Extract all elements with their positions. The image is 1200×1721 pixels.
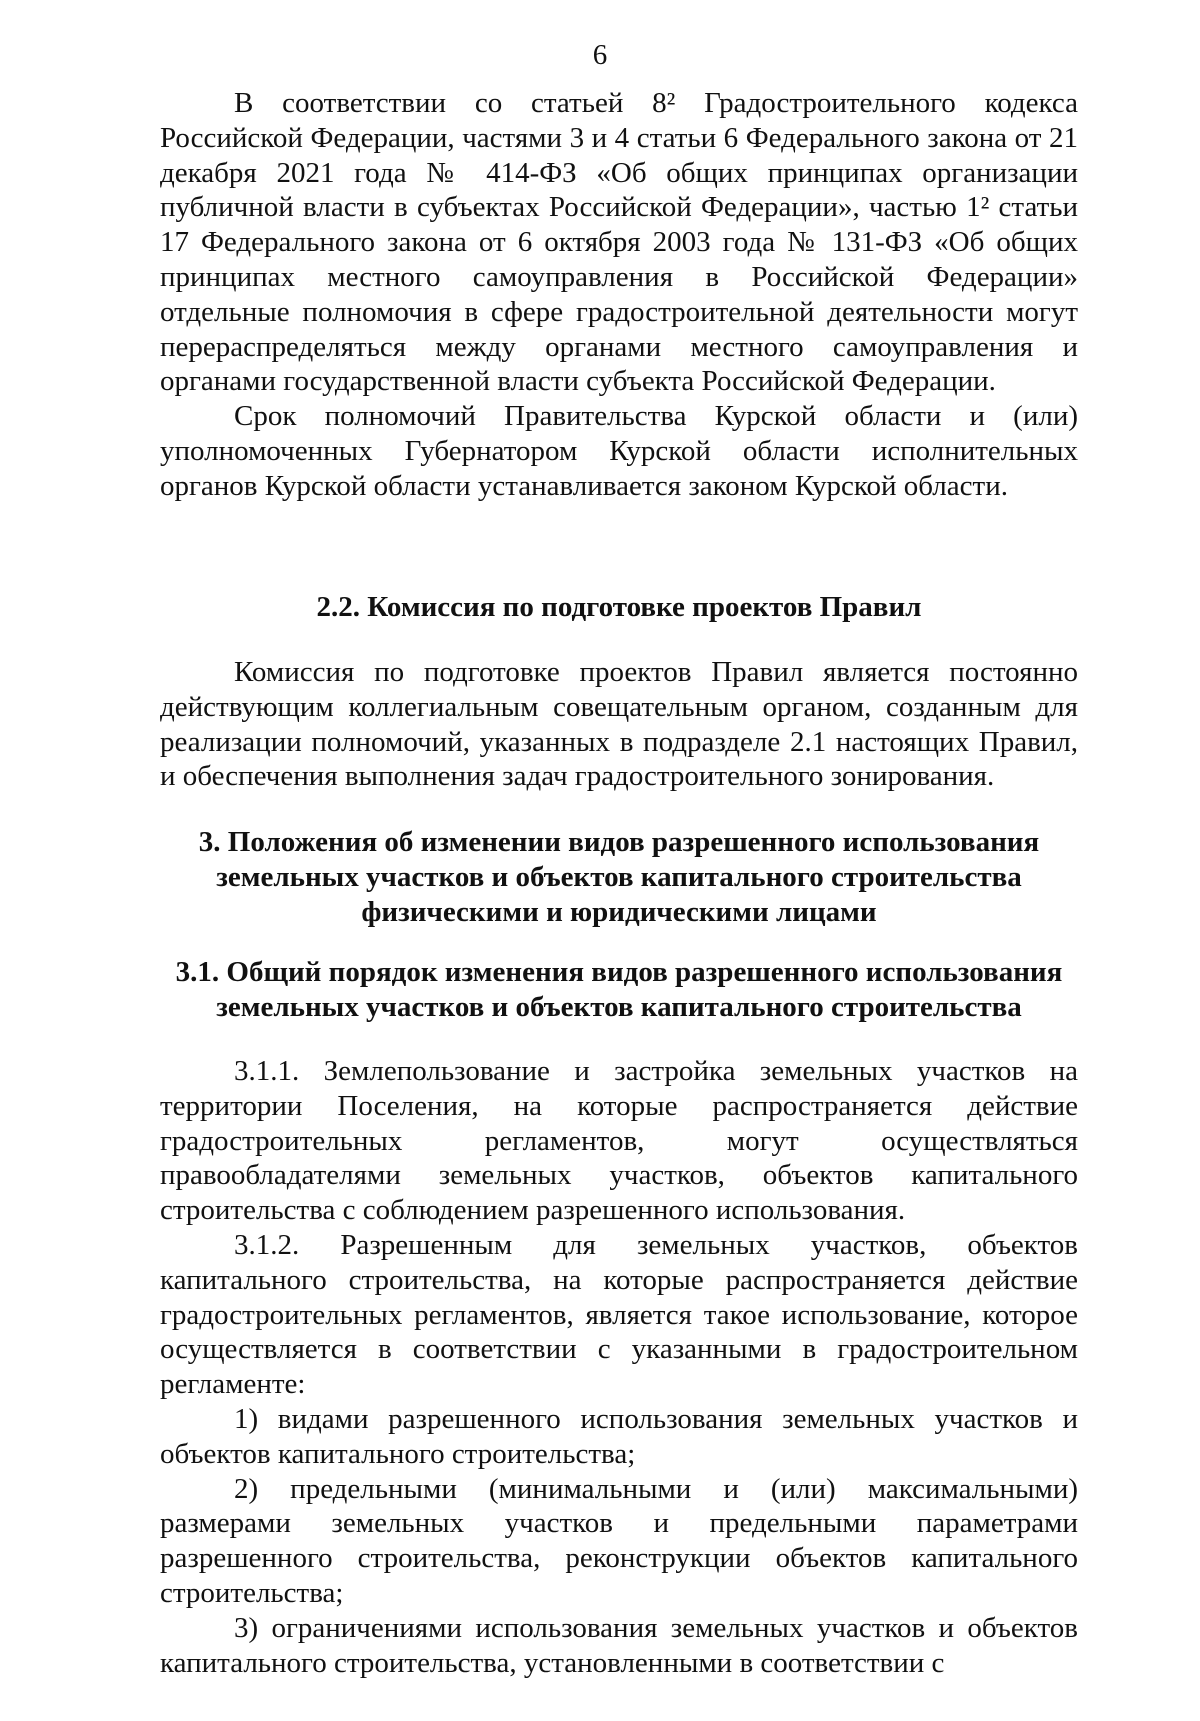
heading-3-1-line-2: земельных участков и объектов капитального строительства: [216, 990, 1022, 1023]
heading-3-line-1: 3. Положения об изменении видов разрешенного использования: [198, 826, 1040, 858]
section-2-1-continuation: [160, 86, 1078, 504]
paragraph-3-1-1: 3.1.1. Землепользование и застройка земельных участков на территории Поселения, на которые распространяется действие градостроительных регламентов, могут осуществляться правообладателями земельных участков, объектов капитального строительства с соблюдением разрешенного использования.: [160, 1055, 1078, 1227]
section-2-2-body: [160, 655, 1078, 794]
list-item-3: 3) ограничениями использования земельных участков и объектов капитального строительства, установленными в соответствии с: [160, 1611, 1078, 1679]
section-3-1-body: [160, 1054, 1078, 1680]
heading-2-2: 2.2. Комиссия по подготовке проектов Правил: [316, 591, 922, 623]
page-number: 6: [592, 39, 608, 71]
paragraph-redistribution-of-powers: В соответствии со статьей 8² Градостроительного кодекса Российской Федерации, частями 3 и 4 статьи 6 Федерального закона от 21 декабря 2021 года № 414-ФЗ «Об общих принципах организации публичной власти в субъектах Российской Федерации», частью 1² статьи 17 Федерального закона от 6 октября 2003 года № 131-ФЗ «Об общих принципах местного самоуправления в Российской Федерации» отдельные полномочия в сфере градостроительной деятельности могут перераспределяться между органами местного самоуправления и органами государственной власти субъекта Российской Федерации.: [160, 87, 1078, 398]
paragraph-3-1-2: 3.1.2. Разрешенным для земельных участков, объектов капитального строительства, на которые распространяется действие градостроительных регламентов, является такое использование, которое осуществляется в соответствии с указанными в градостроительном регламенте:: [160, 1228, 1078, 1401]
heading-3-1: [160, 955, 1078, 1025]
paragraph-commission: Комиссия по подготовке проектов Правил является постоянно действующим коллегиальным совещательным органом, созданным для реализации полномочий, указанных в подразделе 2.1 настоящих Правил, и обеспечения выполнения задач градостроительного зонирования.: [160, 656, 1078, 793]
heading-3-line-2: земельных участков и объектов капитального строительства: [216, 860, 1022, 893]
heading-3: [160, 825, 1078, 929]
heading-3-line-3: физическими и юридическими лицами: [361, 895, 877, 928]
paragraph-term-of-powers: Срок полномочий Правительства Курской области и (или) уполномоченных Губернатором Курской области исполнительных органов Курской области устанавливается законом Курской области.: [160, 400, 1078, 502]
list-item-1: 1) видами разрешенного использования земельных участков и объектов капитального строительства;: [160, 1402, 1078, 1470]
heading-3-1-line-1: 3.1. Общий порядок изменения видов разрешенного использования: [175, 956, 1063, 988]
list-item-2: 2) предельными (минимальными и (или) максимальными) размерами земельных участков и предельными параметрами разрешенного строительства, реконструкции объектов капитального строительства;: [160, 1472, 1078, 1609]
